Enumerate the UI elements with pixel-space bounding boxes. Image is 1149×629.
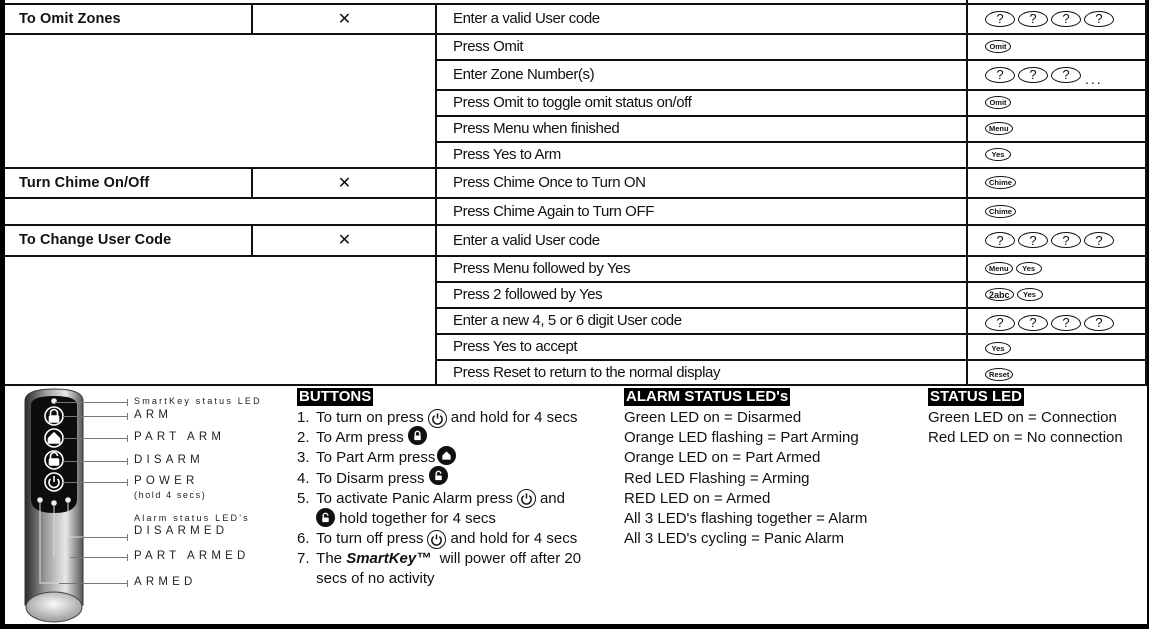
leader-tick	[127, 413, 128, 420]
buttons-item: 2. To Arm press	[297, 428, 581, 448]
buttons-item: 3. To Part Arm press	[297, 448, 581, 468]
keys-2-yes	[985, 282, 1043, 307]
keys-menu-yes	[985, 256, 1042, 281]
leader-line	[83, 537, 127, 538]
feature-omit-zones: To Omit Zones	[19, 10, 121, 27]
digit-key-icon: ?	[1051, 11, 1081, 27]
digit-key-icon: ?	[985, 11, 1015, 27]
keys-user-code	[985, 4, 1114, 33]
feature-chime: Turn Chime On/Off	[19, 174, 150, 191]
digit-key-icon: ?	[1018, 11, 1048, 27]
status-led-item: Green LED on = Connection	[928, 409, 1117, 426]
alarm-status-item: All 3 LED's flashing together = Alarm	[624, 510, 868, 528]
buttons-list	[297, 408, 581, 587]
power-icon	[427, 530, 446, 549]
digit-key-icon: ?	[1051, 232, 1081, 248]
keys-zone-numbers	[985, 60, 1103, 89]
power-icon	[517, 489, 536, 508]
leader-tick	[127, 435, 128, 442]
label-smartkey-status-led: SmartKey status LED	[134, 396, 262, 406]
buttons-legend	[297, 388, 581, 587]
keys-omit	[985, 90, 1011, 115]
digit-key-icon: ?	[985, 232, 1015, 248]
menu-key-icon: Menu	[985, 122, 1013, 135]
digit-key-icon: ?	[1084, 315, 1114, 331]
status-led-item: Red LED on = No connection	[928, 429, 1123, 447]
label-arm: ARM	[134, 409, 173, 421]
yes-key-icon: Yes	[1016, 262, 1042, 275]
keys-new-user-code	[985, 308, 1114, 337]
label-disarmed: DISARMED	[134, 525, 229, 537]
buttons-item: 5. To activate Panic Alarm press and	[297, 489, 565, 507]
alarm-status-legend	[624, 388, 867, 549]
feature-change-user-code: To Change User Code	[19, 232, 172, 248]
leader-line	[63, 416, 127, 417]
step-text: Press Chime Once to Turn ON	[453, 174, 646, 191]
buttons-item: hold together for 4 secs	[297, 509, 581, 529]
legend-section	[5, 385, 1147, 624]
keys-menu	[985, 116, 1013, 141]
step-text: Press Omit	[453, 38, 524, 55]
chime-key-icon: Chime	[985, 205, 1016, 218]
two-abc-key-icon: 2abc	[985, 288, 1014, 301]
digit-key-icon: ?	[1051, 67, 1081, 83]
buttons-item: 4. To Disarm press	[297, 469, 581, 489]
yes-key-icon: Yes	[985, 148, 1011, 161]
leader-tick	[127, 458, 128, 465]
step-text: Enter a valid User code	[453, 10, 600, 27]
smartkey-remote-illustration	[23, 387, 85, 625]
label-alarm-status-leds: Alarm status LED's	[134, 513, 250, 523]
step-text: Press Menu followed by Yes	[453, 260, 631, 277]
leader-line	[55, 402, 127, 403]
status-led-legend	[928, 388, 1123, 448]
alarm-status-list	[624, 408, 867, 549]
label-disarm: DISARM	[134, 454, 204, 466]
leader-tick	[127, 479, 128, 486]
yes-key-icon: Yes	[1017, 288, 1043, 301]
remote-unavailable-mark: ✕	[337, 174, 352, 192]
step-text: Press Chime Again to Turn OFF	[453, 202, 654, 220]
leader-line	[63, 461, 127, 462]
leader-line	[63, 482, 127, 483]
step-text: Press Yes to Arm	[453, 146, 561, 163]
status-led-heading: STATUS LED	[930, 388, 1022, 405]
table-rule	[5, 33, 1147, 35]
step-text: Press Omit to toggle omit status on/off	[453, 94, 692, 111]
digit-key-icon: ?	[1018, 315, 1048, 331]
table-rule	[966, 0, 968, 386]
leader-line	[59, 583, 127, 584]
chime-key-icon: Chime	[985, 176, 1016, 189]
buttons-item: 1. To turn on press and hold for 4 secs	[297, 409, 578, 426]
alarm-status-item: All 3 LED's cycling = Panic Alarm	[624, 530, 845, 548]
label-armed: ARMED	[134, 576, 197, 588]
ellipsis: ...	[1085, 70, 1103, 87]
digit-key-icon: ?	[1018, 232, 1048, 248]
status-led-list	[928, 408, 1123, 448]
digit-key-icon: ?	[1084, 11, 1114, 27]
remote-unavailable-mark: ✕	[337, 10, 352, 28]
keys-yes	[985, 334, 1011, 363]
buttons-heading: BUTTONS	[299, 388, 372, 405]
lock-icon	[408, 426, 427, 445]
label-power-hold: (hold 4 secs)	[134, 490, 207, 500]
step-text: Enter a valid User code	[453, 231, 600, 249]
digit-key-icon: ?	[1051, 315, 1081, 331]
step-text: Enter Zone Number(s)	[453, 66, 595, 83]
power-icon	[428, 409, 447, 428]
alarm-status-item: Orange LED flashing = Part Arming	[624, 429, 859, 447]
keys-user-code	[985, 225, 1114, 255]
manual-page	[5, 0, 1147, 624]
omit-key-icon: Omit	[985, 40, 1011, 53]
digit-key-icon: ?	[1084, 232, 1114, 248]
keys-chime	[985, 168, 1016, 197]
alarm-status-item: Orange LED on = Part Armed	[624, 449, 821, 467]
brand-name: SmartKey™	[346, 550, 432, 568]
omit-key-icon: Omit	[985, 96, 1011, 109]
menu-key-icon: Menu	[985, 262, 1013, 275]
step-text: Press Reset to return to the normal display	[453, 363, 721, 381]
step-text: Press 2 followed by Yes	[453, 286, 603, 303]
table-rule	[1145, 0, 1147, 386]
yes-key-icon: Yes	[985, 342, 1011, 355]
keys-yes	[985, 142, 1011, 167]
alarm-status-heading: ALARM STATUS LED's	[626, 388, 789, 405]
leader-tick	[127, 554, 128, 561]
home-icon	[437, 446, 456, 465]
alarm-status-item: Red LED Flashing = Arming	[624, 469, 810, 487]
digit-key-icon: ?	[985, 315, 1015, 331]
leader-tick	[127, 580, 128, 587]
remote-unavailable-mark: ✕	[337, 232, 352, 249]
led-armed	[37, 497, 43, 503]
leader-line	[70, 557, 127, 558]
label-part-armed: PART ARMED	[134, 550, 250, 562]
digit-key-icon: ?	[985, 67, 1015, 83]
unlock-icon	[429, 466, 448, 485]
leader-tick	[127, 399, 128, 406]
keys-reset	[985, 360, 1013, 388]
alarm-status-item: Green LED on = Disarmed	[624, 409, 802, 426]
unlock-icon	[316, 508, 335, 527]
leader-line	[63, 438, 127, 439]
keys-omit	[985, 34, 1011, 59]
leader-tick	[127, 534, 128, 541]
step-text: Press Menu when finished	[453, 120, 620, 137]
label-power: POWER	[134, 475, 199, 487]
digit-key-icon: ?	[1018, 67, 1048, 83]
alarm-status-item: RED LED on = Armed	[624, 489, 771, 507]
led-disarmed	[65, 497, 71, 503]
step-text: Press Yes to accept	[453, 338, 578, 355]
label-part-arm: PART ARM	[134, 431, 226, 443]
keys-chime	[985, 198, 1016, 224]
led-part-armed	[51, 500, 57, 506]
reset-key-icon: Reset	[985, 368, 1013, 381]
buttons-item: secs of no activity	[316, 569, 435, 587]
buttons-item: 7. The SmartKey™ will power off after 20	[297, 550, 582, 568]
buttons-item: 6. To turn off press and hold for 4 secs	[297, 530, 578, 548]
step-text: Enter a new 4, 5 or 6 digit User code	[453, 312, 682, 329]
